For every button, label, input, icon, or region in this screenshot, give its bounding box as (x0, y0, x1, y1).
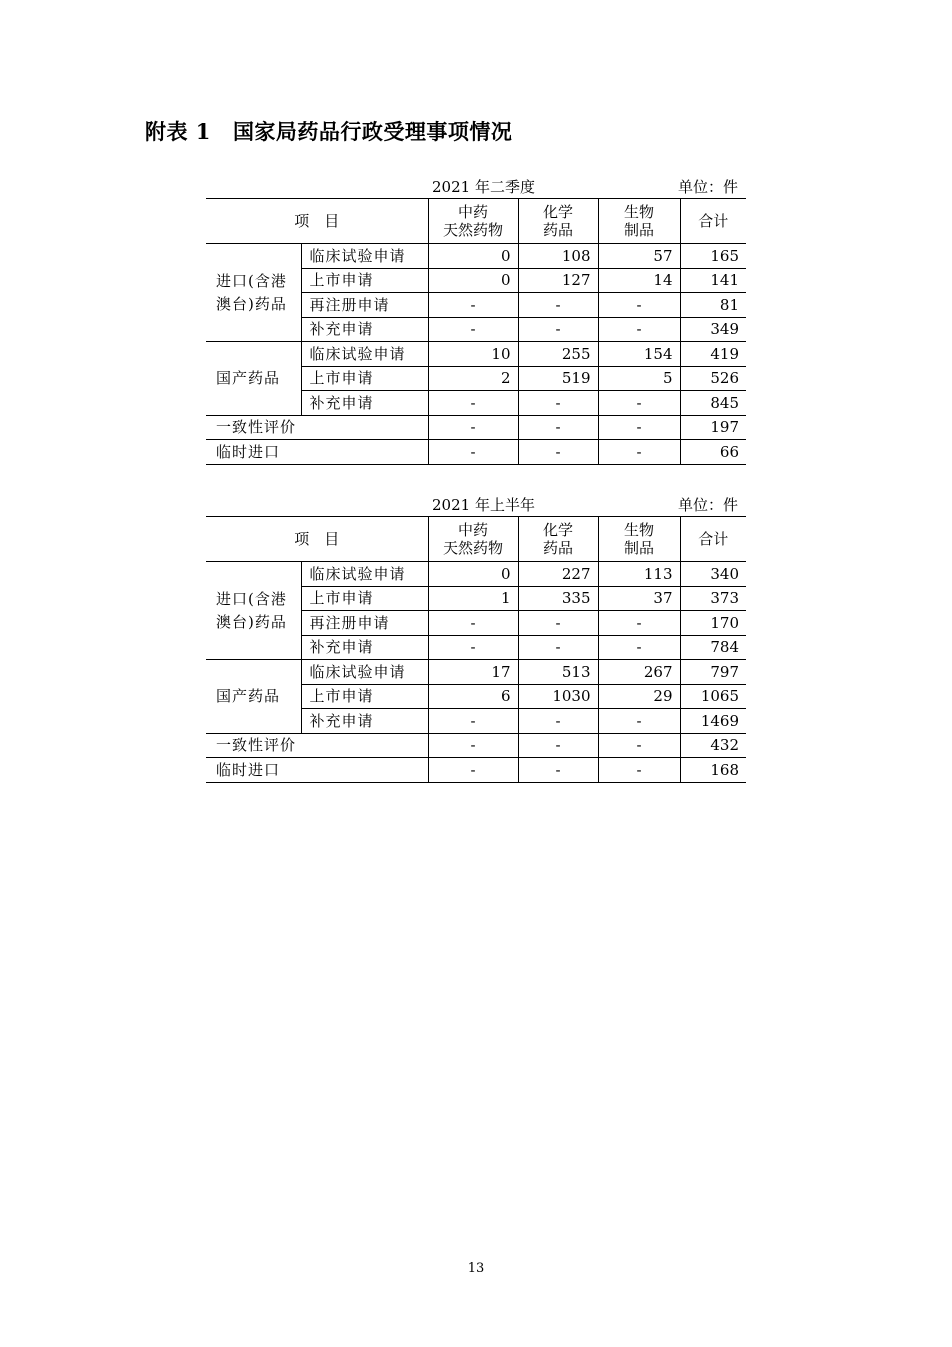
chem-cell: 513 (518, 660, 598, 685)
chem-cell: 335 (518, 586, 598, 611)
table-row (206, 244, 746, 269)
period-label: 2021 年上半年 (432, 496, 535, 514)
item-cell: 上市申请 (301, 366, 428, 391)
chem-cell: 127 (518, 268, 598, 293)
bio-cell: - (598, 611, 680, 636)
period-label: 2021 年二季度 (432, 178, 535, 196)
total-cell: 526 (680, 366, 746, 391)
item-cell: 补充申请 (301, 391, 428, 416)
header-total: 合计 (680, 199, 746, 244)
bio-cell: 14 (598, 268, 680, 293)
total-cell: 165 (680, 244, 746, 269)
item-cell: 临床试验申请 (301, 660, 428, 685)
title-text: 国家局药品行政受理事项情况 (232, 119, 513, 144)
tcm-cell: 2 (428, 366, 518, 391)
chem-cell: - (518, 391, 598, 416)
item-cell: 再注册申请 (301, 293, 428, 318)
item-cell: 一致性评价 (206, 415, 428, 440)
header-item: 项 目 (206, 199, 428, 244)
table-block-h1 (206, 494, 746, 783)
total-cell: 784 (680, 635, 746, 660)
table-row (206, 758, 746, 783)
header-tcm: 中药 天然药物 (428, 517, 518, 562)
tcm-cell: 1 (428, 586, 518, 611)
header-total: 合计 (680, 517, 746, 562)
bio-cell: - (598, 440, 680, 465)
total-cell: 1469 (680, 709, 746, 734)
chem-cell: 255 (518, 342, 598, 367)
bio-cell: 29 (598, 684, 680, 709)
header-item: 项 目 (206, 517, 428, 562)
tcm-cell: 10 (428, 342, 518, 367)
total-cell: 373 (680, 586, 746, 611)
item-cell: 补充申请 (301, 709, 428, 734)
bio-cell: - (598, 758, 680, 783)
chem-cell: - (518, 635, 598, 660)
bio-cell: - (598, 709, 680, 734)
bio-cell: - (598, 635, 680, 660)
item-cell: 再注册申请 (301, 611, 428, 636)
group-import: 进口(含港澳台)药品 (206, 244, 301, 342)
chem-cell: 519 (518, 366, 598, 391)
bio-cell: 5 (598, 366, 680, 391)
bio-cell: 57 (598, 244, 680, 269)
chem-cell: - (518, 733, 598, 758)
item-cell: 临床试验申请 (301, 244, 428, 269)
header-bio: 生物 制品 (598, 199, 680, 244)
tcm-cell: - (428, 415, 518, 440)
item-cell: 临床试验申请 (301, 342, 428, 367)
bio-cell: - (598, 293, 680, 318)
chem-cell: 227 (518, 562, 598, 587)
item-cell: 上市申请 (301, 684, 428, 709)
table-row (206, 415, 746, 440)
total-cell: 81 (680, 293, 746, 318)
data-table (206, 516, 746, 783)
bio-cell: 154 (598, 342, 680, 367)
tcm-cell: - (428, 440, 518, 465)
table-caption (206, 494, 746, 516)
total-cell: 797 (680, 660, 746, 685)
item-cell: 一致性评价 (206, 733, 428, 758)
page-title (145, 116, 512, 146)
unit-label: 单位：件 (677, 496, 738, 514)
tcm-cell: 17 (428, 660, 518, 685)
item-cell: 补充申请 (301, 317, 428, 342)
total-cell: 197 (680, 415, 746, 440)
table-row (206, 660, 746, 685)
tcm-cell: - (428, 391, 518, 416)
total-cell: 168 (680, 758, 746, 783)
bio-cell: - (598, 733, 680, 758)
tcm-cell: 6 (428, 684, 518, 709)
bio-cell: - (598, 317, 680, 342)
total-cell: 141 (680, 268, 746, 293)
table-row (206, 342, 746, 367)
bio-cell: 113 (598, 562, 680, 587)
data-table (206, 198, 746, 465)
table-block-q2 (206, 176, 746, 465)
chem-cell: - (518, 317, 598, 342)
header-chem: 化学 药品 (518, 517, 598, 562)
item-cell: 上市申请 (301, 268, 428, 293)
item-cell: 上市申请 (301, 586, 428, 611)
chem-cell: - (518, 440, 598, 465)
header-chem: 化学 药品 (518, 199, 598, 244)
item-cell: 临时进口 (206, 440, 428, 465)
chem-cell: - (518, 709, 598, 734)
group-domestic: 国产药品 (206, 342, 301, 416)
header-row (206, 517, 746, 562)
total-cell: 1065 (680, 684, 746, 709)
header-tcm: 中药 天然药物 (428, 199, 518, 244)
table-row (206, 562, 746, 587)
tcm-cell: - (428, 733, 518, 758)
total-cell: 432 (680, 733, 746, 758)
bio-cell: - (598, 391, 680, 416)
tcm-cell: 0 (428, 268, 518, 293)
item-cell: 补充申请 (301, 635, 428, 660)
table-caption (206, 176, 746, 198)
tcm-cell: - (428, 293, 518, 318)
total-cell: 845 (680, 391, 746, 416)
bio-cell: 37 (598, 586, 680, 611)
page-number: 13 (467, 1261, 485, 1276)
tcm-cell: - (428, 709, 518, 734)
header-row (206, 199, 746, 244)
group-domestic: 国产药品 (206, 660, 301, 734)
chem-cell: 1030 (518, 684, 598, 709)
total-cell: 66 (680, 440, 746, 465)
total-cell: 170 (680, 611, 746, 636)
total-cell: 419 (680, 342, 746, 367)
total-cell: 340 (680, 562, 746, 587)
tcm-cell: - (428, 317, 518, 342)
chem-cell: - (518, 293, 598, 318)
unit-label: 单位：件 (677, 178, 738, 196)
group-import: 进口(含港澳台)药品 (206, 562, 301, 660)
item-cell: 临床试验申请 (301, 562, 428, 587)
bio-cell: - (598, 415, 680, 440)
item-cell: 临时进口 (206, 758, 428, 783)
table-row (206, 733, 746, 758)
total-cell: 349 (680, 317, 746, 342)
tcm-cell: - (428, 758, 518, 783)
chem-cell: - (518, 758, 598, 783)
title-label: 附表 1 (145, 119, 211, 144)
table-row (206, 440, 746, 465)
chem-cell: - (518, 611, 598, 636)
tcm-cell: 0 (428, 244, 518, 269)
chem-cell: 108 (518, 244, 598, 269)
chem-cell: - (518, 415, 598, 440)
tcm-cell: - (428, 635, 518, 660)
tcm-cell: - (428, 611, 518, 636)
tcm-cell: 0 (428, 562, 518, 587)
bio-cell: 267 (598, 660, 680, 685)
header-bio: 生物 制品 (598, 517, 680, 562)
